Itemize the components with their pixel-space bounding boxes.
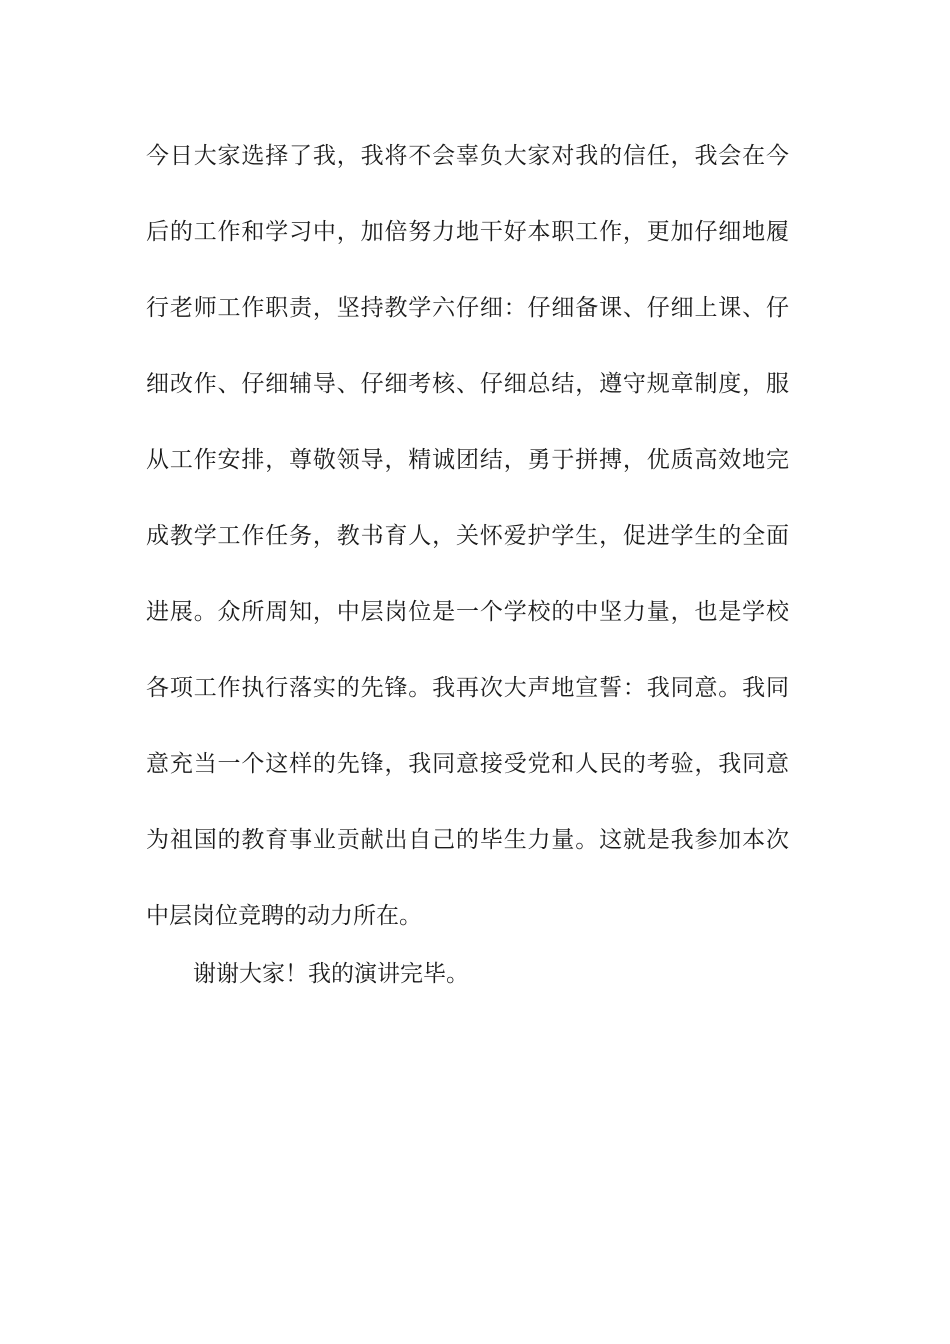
paragraph-line: 成教学工作任务，教书育人，关怀爱护学生，促进学生的全面 — [146, 523, 789, 549]
paragraph-line: 细改作、仔细辅导、仔细考核、仔细总结，遵守规章制度，服 — [146, 371, 789, 397]
paragraph-line: 今日大家选择了我，我将不会辜负大家对我的信任，我会在今 — [146, 143, 789, 169]
closing-remark: 谢谢大家！我的演讲完毕。 — [193, 961, 469, 987]
paragraph-line: 从工作安排，尊敬领导，精诚团结，勇于拼搏，优质高效地完 — [146, 447, 789, 473]
paragraph-line: 行老师工作职责，坚持教学六仔细：仔细备课、仔细上课、仔 — [146, 295, 789, 321]
paragraph-line: 为祖国的教育事业贡献出自己的毕生力量。这就是我参加本次 — [146, 827, 789, 853]
speech-paragraph — [146, 118, 789, 954]
paragraph-line: 后的工作和学习中，加倍努力地干好本职工作，更加仔细地履 — [146, 219, 789, 245]
paragraph-line: 意充当一个这样的先锋，我同意接受党和人民的考验，我同意 — [146, 751, 789, 777]
paragraph-line: 各项工作执行落实的先锋。我再次大声地宣誓：我同意。我同 — [146, 675, 789, 701]
paragraph-line: 进展。众所周知，中层岗位是一个学校的中坚力量，也是学校 — [146, 599, 789, 625]
paragraph-line: 中层岗位竞聘的动力所在。 — [146, 903, 422, 929]
